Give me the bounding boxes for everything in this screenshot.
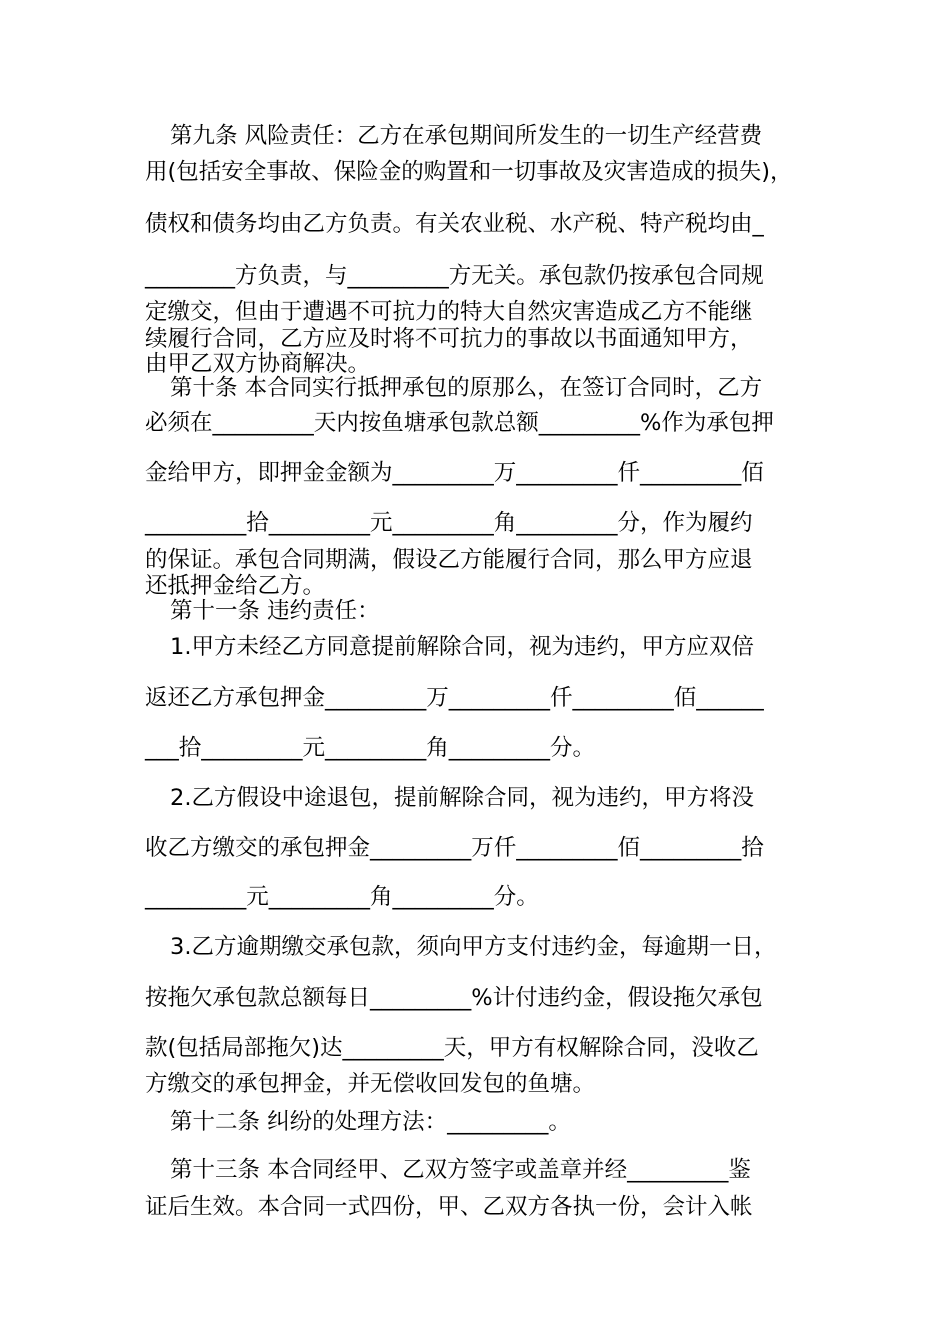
clause-9-line-5: 定缴交，但由于遭遇不可抗力的特大自然灾害造成乙方不能继 [145,299,753,325]
clause-10-line-6: 还抵押金给乙方。 [145,573,326,599]
clause-11-item-2-line-2: 收乙方缴交的承包押金_________万仟_________佰_________拾 [145,835,764,861]
clause-11-item-1-line-1: 1.甲方未经乙方同意提前解除合同，视为违约，甲方应双倍 [170,634,754,660]
clause-9-line-2: 用(包括安全事故、保险金的购置和一切事故及灾害造成的损失)， [145,159,793,185]
clause-11-item-2-line-1: 2.乙方假设中途退包，提前解除合同，视为违约，甲方将没 [170,785,754,811]
clause-9-line-1: 第九条 风险责任：乙方在承包期间所发生的一切生产经营费 [170,123,763,149]
clause-11-item-1-line-3: ___拾_________元_________角_________分。 [145,735,596,761]
clause-9-line-6: 续履行合同，乙方应及时将不可抗力的事故以书面通知甲方， [145,326,753,352]
clause-9-line-7: 由甲乙双方协商解决。 [145,351,371,377]
clause-9-line-3: 债权和债务均由乙方负责。有关农业税、水产税、特产税均由_ [145,211,764,237]
clause-10-line-5: 的保证。承包合同期满，假设乙方能履行合同，那么甲方应退 [145,547,753,573]
clause-11-item-3-line-1: 3.乙方逾期缴交承包款，须向甲方支付违约金，每逾期一日， [170,934,777,960]
clause-11-item-3-line-4: 方缴交的承包押金，并无偿收回发包的鱼塘。 [145,1071,596,1097]
clause-12-line-1: 第十二条 纠纷的处理方法：_________。 [170,1109,571,1135]
clause-11-item-3-line-2: 按拖欠承包款总额每日_________%计付违约金，假设拖欠承包 [145,985,763,1011]
clause-11-item-3-line-3: 款(包括局部拖欠)达_________天，甲方有权解除合同，没收乙 [145,1035,759,1061]
clause-11-item-1-line-2: 返还乙方承包押金_________万_________仟_________佰______ [145,685,764,711]
clause-11-heading: 第十一条 违约责任： [170,598,380,624]
clause-10-line-3: 金给甲方，即押金金额为_________万_________仟_________佰 [145,460,764,486]
clause-11-item-2-line-3: _________元_________角_________分。 [145,884,539,910]
clause-10-line-1: 第十条 本合同实行抵押承包的原那么，在签订合同时，乙方 [170,375,763,401]
clause-13-line-2: 证后生效。本合同一式四份，甲、乙双方各执一份，会计入帐 [145,1194,753,1220]
clause-10-line-2: 必须在_________天内按鱼塘承包款总额_________%作为承包押 [145,410,774,436]
clause-10-line-4: _________拾_________元_________角_________分，作为履约 [145,510,753,536]
clause-13-line-1: 第十三条 本合同经甲、乙双方签字或盖章并经_________鉴 [170,1157,751,1183]
clause-9-line-4: ________方负责，与_________方无关。承包款仍按承包合同规 [145,263,764,289]
